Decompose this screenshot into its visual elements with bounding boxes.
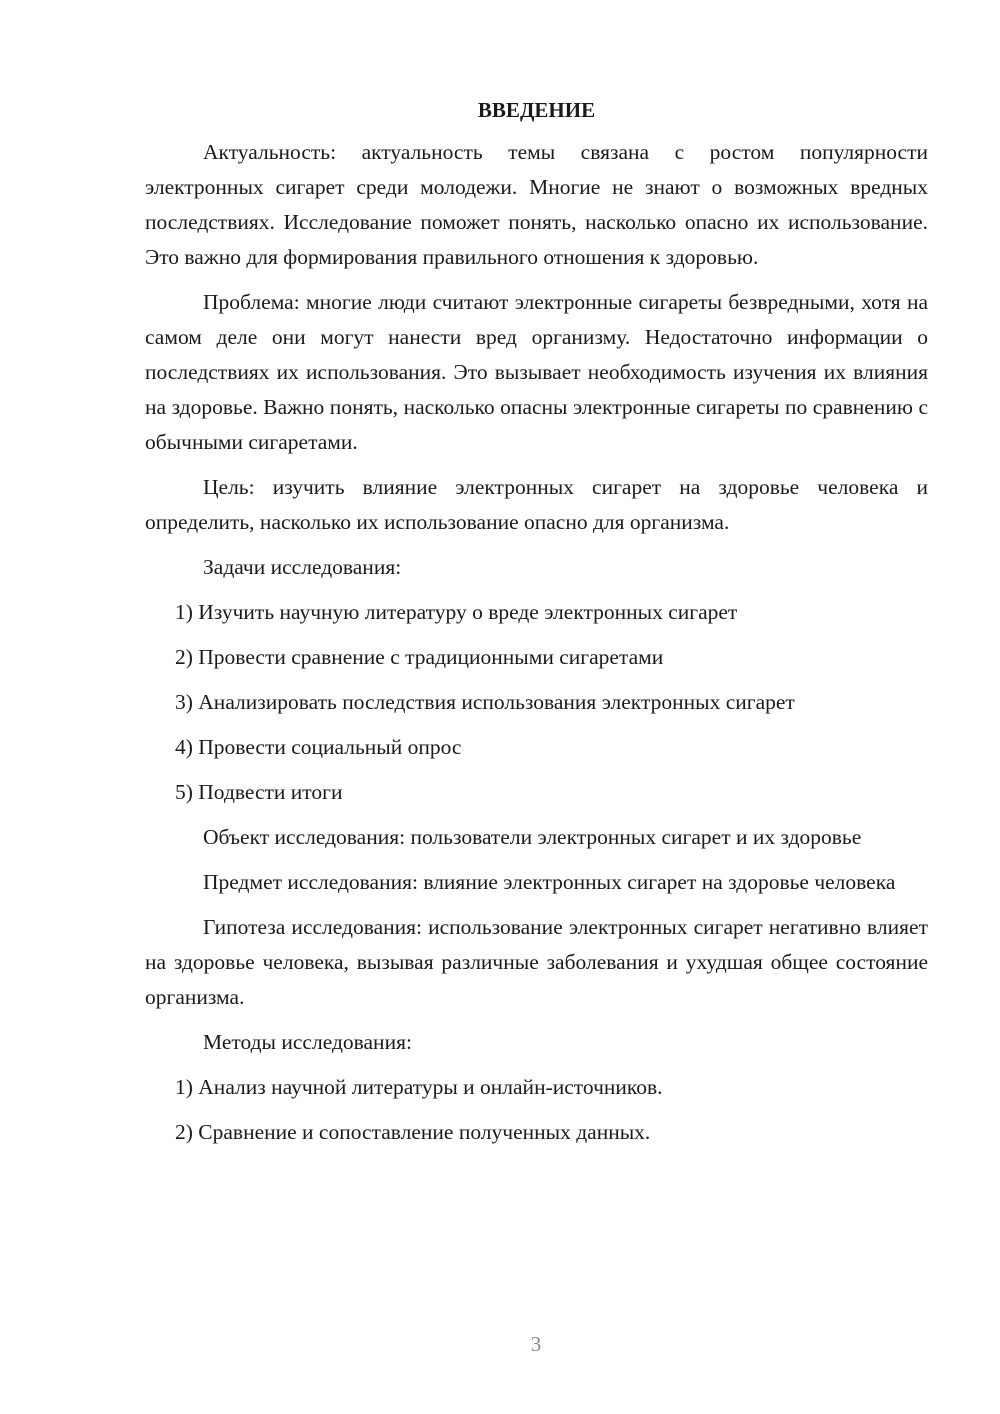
document-page bbox=[145, 95, 928, 1157]
task-item-1: 1) Изучить научную литературу о вреде электронных сигарет bbox=[175, 600, 738, 624]
task-item-3: 3) Анализировать последствия использования электронных сигарет bbox=[175, 690, 795, 714]
relevance-paragraph: Актуальность: актуальность темы связана с ростом популярности электронных сигарет среди молодежи. Многие не знают о возможных вредных последствиях. Исследование поможет понять, насколько опасно их использование. Это важно для формирования правильного отношения к здоровью. bbox=[145, 140, 928, 269]
object-paragraph: Объект исследования: пользователи электронных сигарет и их здоровье bbox=[203, 825, 862, 849]
section-title: ВВЕДЕНИЕ bbox=[477, 98, 596, 122]
method-item-2: 2) Сравнение и сопоставление полученных данных. bbox=[175, 1120, 651, 1144]
task-item-4: 4) Провести социальный опрос bbox=[175, 735, 462, 759]
subject-paragraph: Предмет исследования: влияние электронных сигарет на здоровье человека bbox=[203, 870, 896, 894]
method-item-1: 1) Анализ научной литературы и онлайн-источников. bbox=[175, 1075, 663, 1099]
tasks-heading: Задачи исследования: bbox=[203, 555, 402, 579]
goal-paragraph: Цель: изучить влияние электронных сигарет на здоровье человека и определить, насколько их использование опасно для организма. bbox=[145, 475, 928, 534]
page-number: 3 bbox=[530, 1332, 542, 1356]
problem-paragraph: Проблема: многие люди считают электронные сигареты безвредными, хотя на самом деле они могут нанести вред организму. Недостаточно информации о последствиях их использования. Это вызывает необходимость изучения их влияния на здоровье. Важно понять, насколько опасны электронные сигареты по сравнению с обычными сигаретами. bbox=[145, 290, 928, 454]
hypothesis-paragraph: Гипотеза исследования: использование электронных сигарет негативно влияет на здоровье человека, вызывая различные заболевания и ухудшая общее состояние организма. bbox=[145, 915, 928, 1009]
methods-heading: Методы исследования: bbox=[203, 1030, 412, 1054]
task-item-2: 2) Провести сравнение с традиционными сигаретами bbox=[175, 645, 664, 669]
task-item-5: 5) Подвести итоги bbox=[175, 780, 343, 804]
